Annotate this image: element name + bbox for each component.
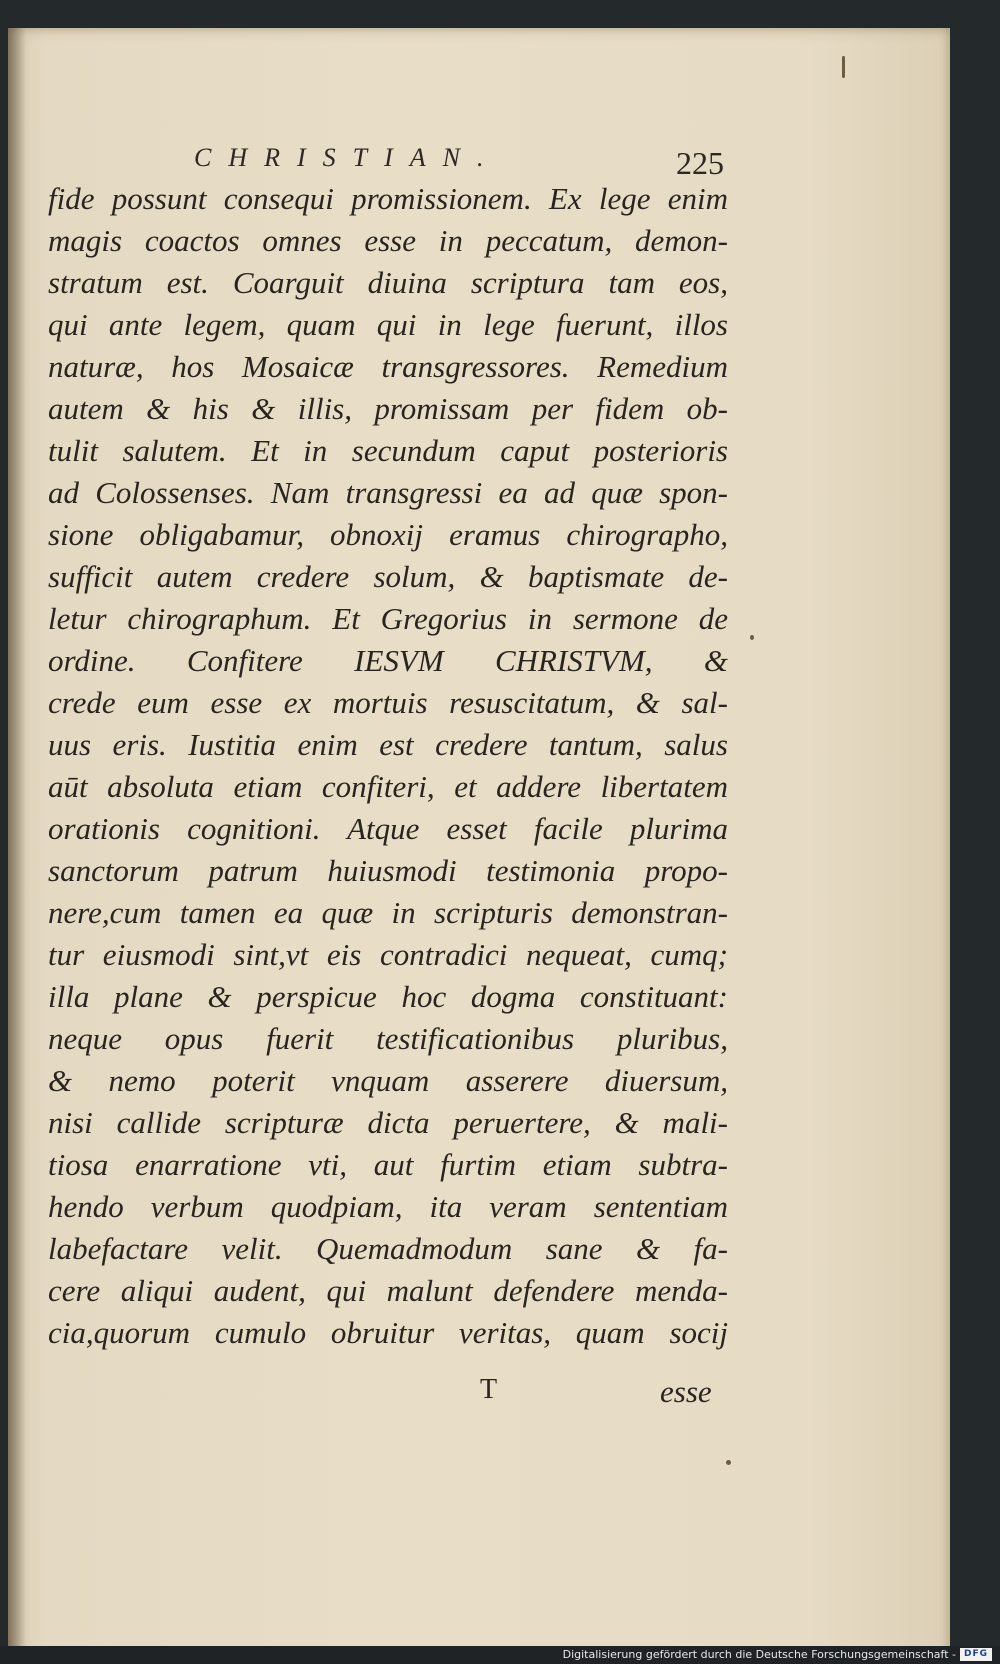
paper-speck <box>750 635 754 640</box>
text-line: fide possunt consequi promissionem. Ex lege enim <box>48 181 728 216</box>
credit-text: Digitalisierung gefördert durch die Deutsche Forschungsgemeinschaft - <box>562 1648 956 1661</box>
text-line: neque opus fuerit testificationibus pluribus, <box>48 1021 728 1056</box>
text-line: crede eum esse ex mortuis resuscitatum, & sal- <box>48 685 728 720</box>
text-line: aūt absoluta etiam confiteri, et addere libertatem <box>48 769 728 804</box>
text-line: & nemo poterit vnquam asserere diuersum, <box>48 1063 728 1098</box>
text-line: nisi callide scripturæ dicta peruertere, & mali- <box>48 1105 728 1140</box>
text-line: autem & his & illis, promissam per fidem ob- <box>48 391 728 426</box>
credit-bar <box>0 1646 1000 1664</box>
running-head-title: CHRISTIAN. <box>194 143 501 172</box>
text-line: nere,cum tamen ea quæ in scripturis demonstran- <box>48 895 728 930</box>
text-line: ordine. Confitere IESVM CHRISTVM, & <box>48 643 728 678</box>
page-footer-marks <box>8 1374 950 1424</box>
text-line: cia,quorum cumulo obruitur veritas, quam socij <box>48 1315 728 1350</box>
paper-speck <box>842 56 845 78</box>
signature-mark: T <box>480 1374 498 1405</box>
text-line: magis coactos omnes esse in peccatum, demon- <box>48 223 728 258</box>
text-line: labefactare velit. Quemadmodum sane & fa- <box>48 1231 728 1266</box>
book-page <box>8 28 950 1664</box>
text-line: naturæ, hos Mosaicæ transgressores. Remedium <box>48 349 728 384</box>
text-line: sanctorum patrum huiusmodi testimonia propo- <box>48 853 728 888</box>
text-line: sione obligabamur, obnoxij eramus chirographo, <box>48 517 728 552</box>
text-line: tiosa enarratione vti, aut furtim etiam subtra- <box>48 1147 728 1182</box>
text-line: hendo verbum quodpiam, ita veram sententiam <box>48 1189 728 1224</box>
text-line: stratum est. Coarguit diuina scriptura tam eos, <box>48 265 728 300</box>
page-number: 225 <box>676 145 724 181</box>
text-line: illa plane & perspicue hoc dogma constituant: <box>48 979 728 1014</box>
paper-speck <box>726 1460 731 1465</box>
text-line: tur eiusmodi sint,vt eis contradici nequeat, cumq; <box>48 937 728 972</box>
catchword: esse <box>660 1374 712 1409</box>
text-line: ad Colossenses. Nam transgressi ea ad quæ spon- <box>48 475 728 510</box>
text-line: uus eris. Iustitia enim est credere tantum, salus <box>48 727 728 762</box>
dfg-logo: DFG <box>960 1648 992 1661</box>
body-text <box>48 178 728 1354</box>
text-line: letur chirographum. Et Gregorius in sermone de <box>48 601 728 636</box>
text-line: cere aliqui audent, qui malunt defendere menda- <box>48 1273 728 1308</box>
text-line: sufficit autem credere solum, & baptismate de- <box>48 559 728 594</box>
running-head <box>8 123 950 181</box>
text-line: orationis cognitioni. Atque esset facile plurima <box>48 811 728 846</box>
text-line: tulit salutem. Et in secundum caput posterioris <box>48 433 728 468</box>
text-line: qui ante legem, quam qui in lege fuerunt, illos <box>48 307 728 342</box>
